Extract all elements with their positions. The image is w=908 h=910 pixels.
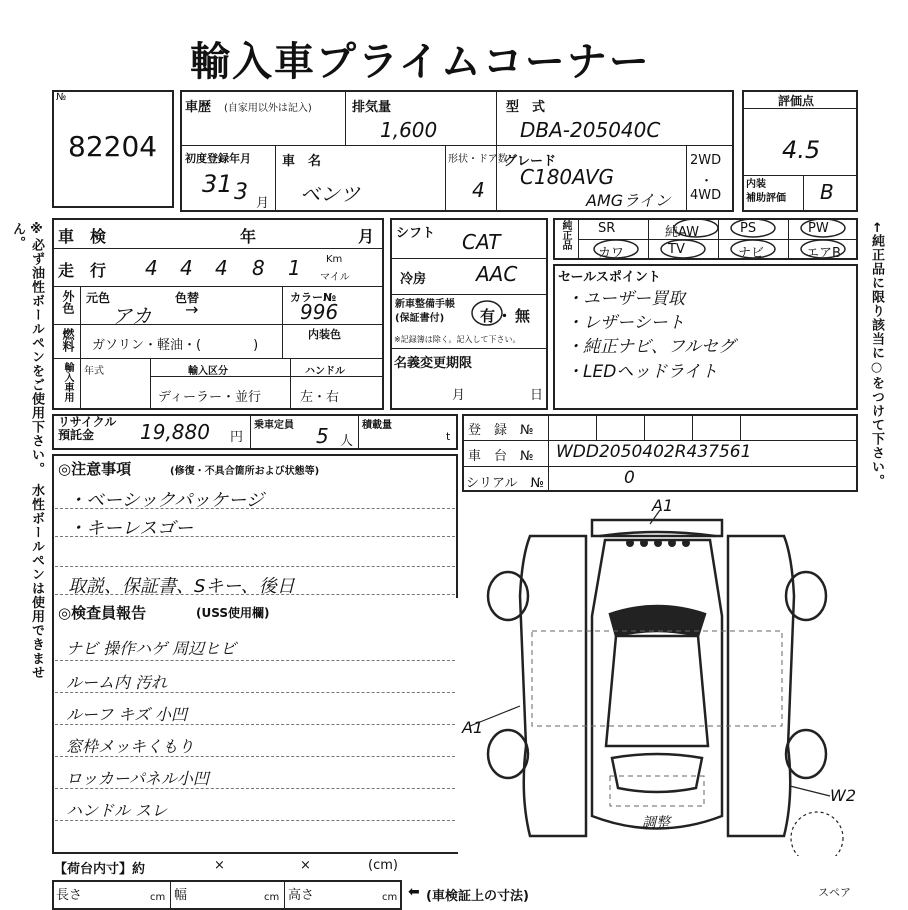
import-category-label: 輸入区分 <box>188 366 228 377</box>
chassis-label: 車 台 № <box>468 449 534 464</box>
cargo-length-unit: cm <box>150 892 166 903</box>
inspector-line-1: ナビ 操作ハゲ 周辺ヒビ <box>66 639 237 658</box>
serial-value: 0 <box>624 468 635 488</box>
cargo-x1: × <box>214 858 225 873</box>
maintenance-label: 新車整備手帳 (保証書付) <box>395 299 455 324</box>
inspection-label: 車 検 <box>58 227 107 246</box>
option-sr: SR <box>598 221 616 236</box>
color-code-label: カラー№ <box>290 291 337 304</box>
car-name-value: ベンツ <box>300 182 360 206</box>
cargo-note: (車検証上の寸法) <box>426 889 529 904</box>
mileage-unit-mile: マイル <box>320 272 350 283</box>
cargo-height-label: 高さ <box>288 888 315 903</box>
interior-color-label: 内装色 <box>308 328 341 341</box>
cargo-unit: (cm) <box>368 858 398 873</box>
month-unit: 月 <box>256 196 270 211</box>
drive-2wd: 2WD <box>690 153 722 168</box>
side-right-note: ←純正品に限り該当に○をつけて下さい。 <box>869 222 884 488</box>
page-title: 輸入車プライムコーナー <box>190 39 651 85</box>
shift-value: CAT <box>462 230 501 254</box>
option-aw: 純AW <box>665 225 700 240</box>
option-airbag: エアB <box>806 246 841 261</box>
original-color-label: 元色 <box>86 291 111 305</box>
maintenance-no: 無 <box>515 307 531 325</box>
cargo-x2: × <box>300 858 311 873</box>
cargo-height-unit: cm <box>382 892 398 903</box>
load-unit: t <box>446 430 451 443</box>
interior-grade-value: B <box>820 180 834 204</box>
color-code-value: 996 <box>300 300 339 324</box>
maintenance-sep: ・ <box>497 307 513 325</box>
name-change-label: 名義変更期限 <box>394 356 473 371</box>
name-change-day: 日 <box>530 388 544 403</box>
model-label: 型 式 <box>506 100 546 115</box>
chassis-value: WDD2050402R437561 <box>556 442 752 462</box>
diagram-side-label: A1 <box>462 718 484 737</box>
history-note: (自家用以外は記入) <box>224 103 312 114</box>
cargo-note-arrow: ⬅ <box>408 884 420 900</box>
changed-color-label: 色替 <box>175 291 200 305</box>
mileage-digit-1: 4 <box>145 256 158 280</box>
capacity-value: 5 <box>316 424 329 448</box>
grade-label: グレード <box>504 154 557 169</box>
mileage-label: 走 行 <box>58 261 107 280</box>
handle-value: 左・右 <box>300 390 340 405</box>
cargo-width-unit: cm <box>264 892 280 903</box>
maintenance-yes-circle <box>470 298 504 328</box>
drive-4wd: 4WD <box>690 188 722 203</box>
cargo-width-label: 幅 <box>174 888 188 903</box>
side-left-note: ※必ず油性ボールペンをご使用下さい。 水性ボールペンは使用できません。 <box>10 222 44 680</box>
capacity-label: 乗車定員 <box>254 420 294 431</box>
maintenance-note: ※記録簿は除く。記入して下さい。 <box>394 335 521 344</box>
notes-header: ◎注意事項 <box>58 460 132 478</box>
exterior-color-side: 外色 <box>61 290 75 314</box>
drive-dot: ・ <box>700 174 714 189</box>
mileage-digit-4: 8 <box>252 256 265 280</box>
inspection-month: 月 <box>358 227 375 246</box>
changed-color-value: → <box>185 300 199 319</box>
grade-label-text: 評価点 <box>778 94 815 108</box>
option-navi: ナビ <box>738 246 765 261</box>
interior-grade-label: 内装 補助評価 <box>746 179 786 204</box>
displacement-value: 1,600 <box>380 118 438 142</box>
option-leather: カワ <box>598 246 625 261</box>
capacity-unit: 人 <box>340 434 354 449</box>
ac-label: 冷房 <box>400 272 427 287</box>
sales-point-4: ・LEDヘッドライト <box>566 362 718 382</box>
option-tv: TV <box>668 242 685 257</box>
inspector-line-6: ハンドル スレ <box>66 801 168 820</box>
note-line-4: 取説、保証書、Sキー、後日 <box>68 576 295 597</box>
sales-points-label: セールスポイント <box>558 270 661 285</box>
inspector-line-3: ルーフ キズ 小凹 <box>66 705 188 724</box>
recycle-label: リサイクル 預託金 <box>58 415 117 442</box>
grade-line2: AMGライン <box>586 191 671 210</box>
diagram-rear-label: 調整 <box>642 815 670 831</box>
diagram-rear-right-label: W2 <box>830 786 856 805</box>
inspector-line-5: ロッカーパネル小凹 <box>66 769 209 788</box>
cargo-dimension-row <box>52 880 402 910</box>
inspection-year: 年 <box>240 227 257 246</box>
model-value: DBA-205040C <box>520 118 661 142</box>
fuel-side: 燃料 <box>61 328 75 352</box>
first-reg-year: 31 <box>202 170 233 198</box>
sales-point-3: ・純正ナビ、フルセグ <box>566 337 736 357</box>
grade-line1: C180AVG <box>520 165 615 189</box>
displacement-label: 排気量 <box>352 100 392 115</box>
recycle-value: 19,880 <box>140 420 210 444</box>
load-label: 積載量 <box>362 420 392 431</box>
inspector-header: ◎検査員報告 <box>58 604 147 622</box>
doors-label: 形状・ドア数 <box>448 154 508 165</box>
note-line-1: ・ベーシックパッケージ <box>68 490 264 511</box>
car-name-label: 車 名 <box>282 154 322 169</box>
history-label: 車歴 <box>185 100 212 115</box>
serial-label: シリアル № <box>466 476 545 491</box>
recycle-unit: 円 <box>230 430 244 445</box>
lot-box <box>52 90 174 208</box>
sales-point-2: ・レザーシート <box>566 313 685 333</box>
import-side: 輸入車用 <box>62 362 73 402</box>
cargo-label: 【荷台内寸】約 <box>54 862 146 877</box>
first-reg-label: 初度登録年月 <box>185 152 251 165</box>
inspector-sub: (USS使用欄) <box>196 606 270 620</box>
option-ps: PS <box>740 221 757 236</box>
inspector-line-4: 窓枠メッキくもり <box>66 737 195 756</box>
diagram-spare-label: スペア <box>818 886 851 899</box>
note-line-2: ・キーレスゴー <box>68 518 194 539</box>
original-color-value: アカ <box>112 304 152 328</box>
sales-point-1: ・ユーザー買取 <box>566 289 685 309</box>
diagram-front-label: A1 <box>652 496 674 515</box>
handle-label: ハンドル <box>305 366 345 377</box>
ac-value: AAC <box>476 262 518 286</box>
options-side: 純正品 <box>560 220 571 250</box>
import-category-value: ディーラー・並行 <box>158 390 261 405</box>
car-damage-diagram <box>460 496 860 856</box>
fuel-options: ガソリン・軽油・( ) <box>92 338 259 353</box>
grade-score: 4.5 <box>782 136 821 164</box>
mileage-digit-2: 4 <box>180 256 193 280</box>
reg-label: 登 録 № <box>468 423 534 438</box>
first-reg-month: 3 <box>234 180 248 205</box>
maintenance-yes: 有 <box>480 307 496 325</box>
import-year-label: 年式 <box>84 366 104 377</box>
inspector-line-2: ルーム内 汚れ <box>66 673 168 692</box>
mileage-unit-km: Km <box>326 254 343 265</box>
notes-sub: (修復・不具合箇所および状態等) <box>170 466 320 477</box>
lot-mark: № <box>56 92 67 103</box>
mileage-digit-3: 4 <box>215 256 228 280</box>
shift-label: シフト <box>396 226 436 241</box>
doors-value: 4 <box>472 178 485 202</box>
option-circles <box>578 218 858 260</box>
name-change-month: 月 <box>452 388 466 403</box>
option-pw: PW <box>808 221 829 236</box>
mileage-digit-5: 1 <box>288 256 301 280</box>
cargo-length-label: 長さ <box>56 888 83 903</box>
lot-number: 82204 <box>68 130 158 163</box>
